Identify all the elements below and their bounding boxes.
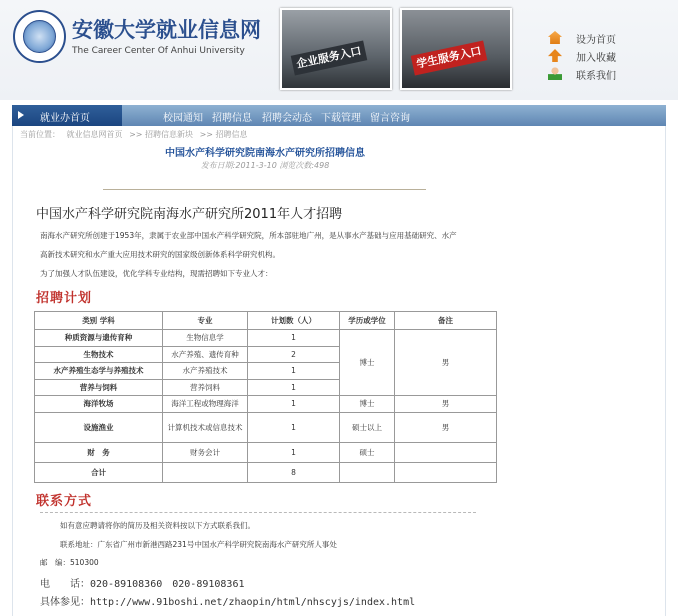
cell-note: 男 (395, 396, 497, 413)
cell-count: 1 (248, 412, 340, 442)
table-row (35, 412, 497, 442)
cell-count: 1 (248, 330, 340, 347)
cell-count: 1 (248, 363, 340, 380)
cell-count: 2 (248, 346, 340, 363)
cell-count: 1 (248, 442, 340, 462)
house-icon (548, 31, 562, 44)
student-service-banner[interactable] (400, 8, 512, 90)
student-service-label: 学生服务入口 (411, 41, 488, 76)
company-service-label: 企业服务入口 (291, 41, 368, 76)
cell-major: 财务会计 (163, 442, 248, 462)
cell-major: 水产养殖、遗传育种 (163, 346, 248, 363)
cell-note: 男 (395, 330, 497, 396)
cell-category: 营养与饲料 (35, 379, 163, 396)
nav-home-tab[interactable] (12, 105, 122, 126)
breadcrumb (20, 129, 252, 140)
table-header-row (35, 312, 497, 330)
article-meta: 发布日期:2011-3-10 浏览次数:498 (200, 161, 330, 170)
cell-total-label: 合计 (35, 462, 163, 482)
cell-degree (340, 462, 395, 482)
user-icon (548, 67, 562, 80)
contact-us-link[interactable] (548, 66, 668, 82)
logo-emblem (23, 20, 56, 53)
add-favorite-label: 加入收藏 (576, 53, 616, 64)
document-heading: 中国水产科学研究院南海水产研究所2011年人才招聘 (36, 207, 343, 222)
breadcrumb-section[interactable]: >> 招聘信息新块 (129, 130, 194, 139)
cell-degree: 博士 (340, 396, 395, 413)
main-nav (12, 105, 666, 126)
cell-major: 计算机技术或信息技术 (163, 412, 248, 442)
cell-major: 生物信息学 (163, 330, 248, 347)
table-total-row (35, 462, 497, 482)
site-title: 安徽大学就业信息网 (72, 17, 261, 42)
reference-link[interactable]: 具体参见：http://www.91boshi.net/zhaopin/html/nhscyjs/index.html (40, 597, 416, 608)
cell-category: 水产养殖生态学与养殖技术 (35, 363, 163, 380)
set-homepage-label: 设为首页 (576, 35, 616, 46)
article-title: 中国水产科学研究院南海水产研究所招聘信息 (165, 148, 365, 159)
table-row (35, 330, 497, 347)
university-logo[interactable] (13, 10, 66, 63)
cell-category: 海洋牧场 (35, 396, 163, 413)
breadcrumb-current[interactable]: >> 招聘信息 (199, 130, 248, 139)
table-row (35, 442, 497, 462)
cell-degree: 硕士以上 (340, 412, 395, 442)
company-service-banner[interactable] (280, 8, 392, 90)
cell-note (395, 462, 497, 482)
bookmark-icon (548, 49, 562, 62)
divider (103, 189, 426, 190)
site-subtitle: The Career Center Of Anhui University (72, 46, 245, 56)
cell-category: 种质资源与遗传育种 (35, 330, 163, 347)
contact-phone: 电 话：020-89108360 020-89108361 (40, 579, 245, 590)
breadcrumb-label: 当前位置： (20, 130, 60, 139)
nav-downloads[interactable]: 下载管理 (321, 113, 361, 124)
site-header (0, 0, 678, 100)
contact-address: 联系地址：广东省广州市新港西路231号中国水产科学研究院南海水产研究所人事处 (60, 540, 337, 549)
divider (40, 512, 476, 513)
header-note: 备注 (395, 312, 497, 330)
plan-section-title: 招聘计划 (36, 291, 93, 306)
nav-message[interactable]: 留言咨询 (370, 113, 410, 124)
cell-major (163, 462, 248, 482)
cell-category: 财 务 (35, 442, 163, 462)
intro-paragraph-cont: 高新技术研究和水产重大应用技术研究的国家级创新体系科学研究机构。 (40, 250, 280, 259)
nav-recruit-info[interactable]: 招聘信息 (212, 113, 252, 124)
nav-campus-notice[interactable]: 校园通知 (163, 113, 203, 124)
intro-paragraph: 南海水产研究所创建于1953年，隶属于农业部中国水产科学研究院，所本部驻地广州，是从事水产基础与应用基础研究、水产 (40, 231, 457, 240)
arrow-right-icon (18, 111, 24, 119)
cell-major: 营养饲料 (163, 379, 248, 396)
header-count: 计划数（人） (248, 312, 340, 330)
set-homepage-link[interactable] (548, 30, 668, 46)
table-row (35, 396, 497, 413)
nav-job-fair[interactable]: 招聘会动态 (262, 113, 312, 124)
contact-intro: 如有意应聘请将你的简历及相关资料按以下方式联系我们。 (60, 521, 255, 530)
cell-count: 1 (248, 396, 340, 413)
nav-home-label: 就业办首页 (40, 113, 90, 124)
cell-major: 海洋工程或物理海洋 (163, 396, 248, 413)
contact-zip: 邮 编：510300 (40, 558, 99, 567)
cell-category: 生物技术 (35, 346, 163, 363)
cell-degree: 硕士 (340, 442, 395, 462)
contact-section-title: 联系方式 (36, 494, 93, 509)
recruitment-table (34, 311, 497, 483)
cell-note: 男 (395, 412, 497, 442)
add-favorite-link[interactable] (548, 48, 668, 64)
header-major: 专业 (163, 312, 248, 330)
header-degree: 学历或学位 (340, 312, 395, 330)
breadcrumb-home[interactable]: 就业信息网首页 (66, 130, 123, 139)
cell-note (395, 442, 497, 462)
cell-count: 1 (248, 379, 340, 396)
cell-category: 设施渔业 (35, 412, 163, 442)
cell-major: 水产养殖技术 (163, 363, 248, 380)
cell-total-count: 8 (248, 462, 340, 482)
cell-degree: 博士 (340, 330, 395, 396)
contact-us-label: 联系我们 (576, 71, 616, 82)
recruit-paragraph: 为了加强人才队伍建设，优化学科专业结构，现需招聘如下专业人才： (40, 269, 273, 278)
header-category: 类别 学科 (35, 312, 163, 330)
